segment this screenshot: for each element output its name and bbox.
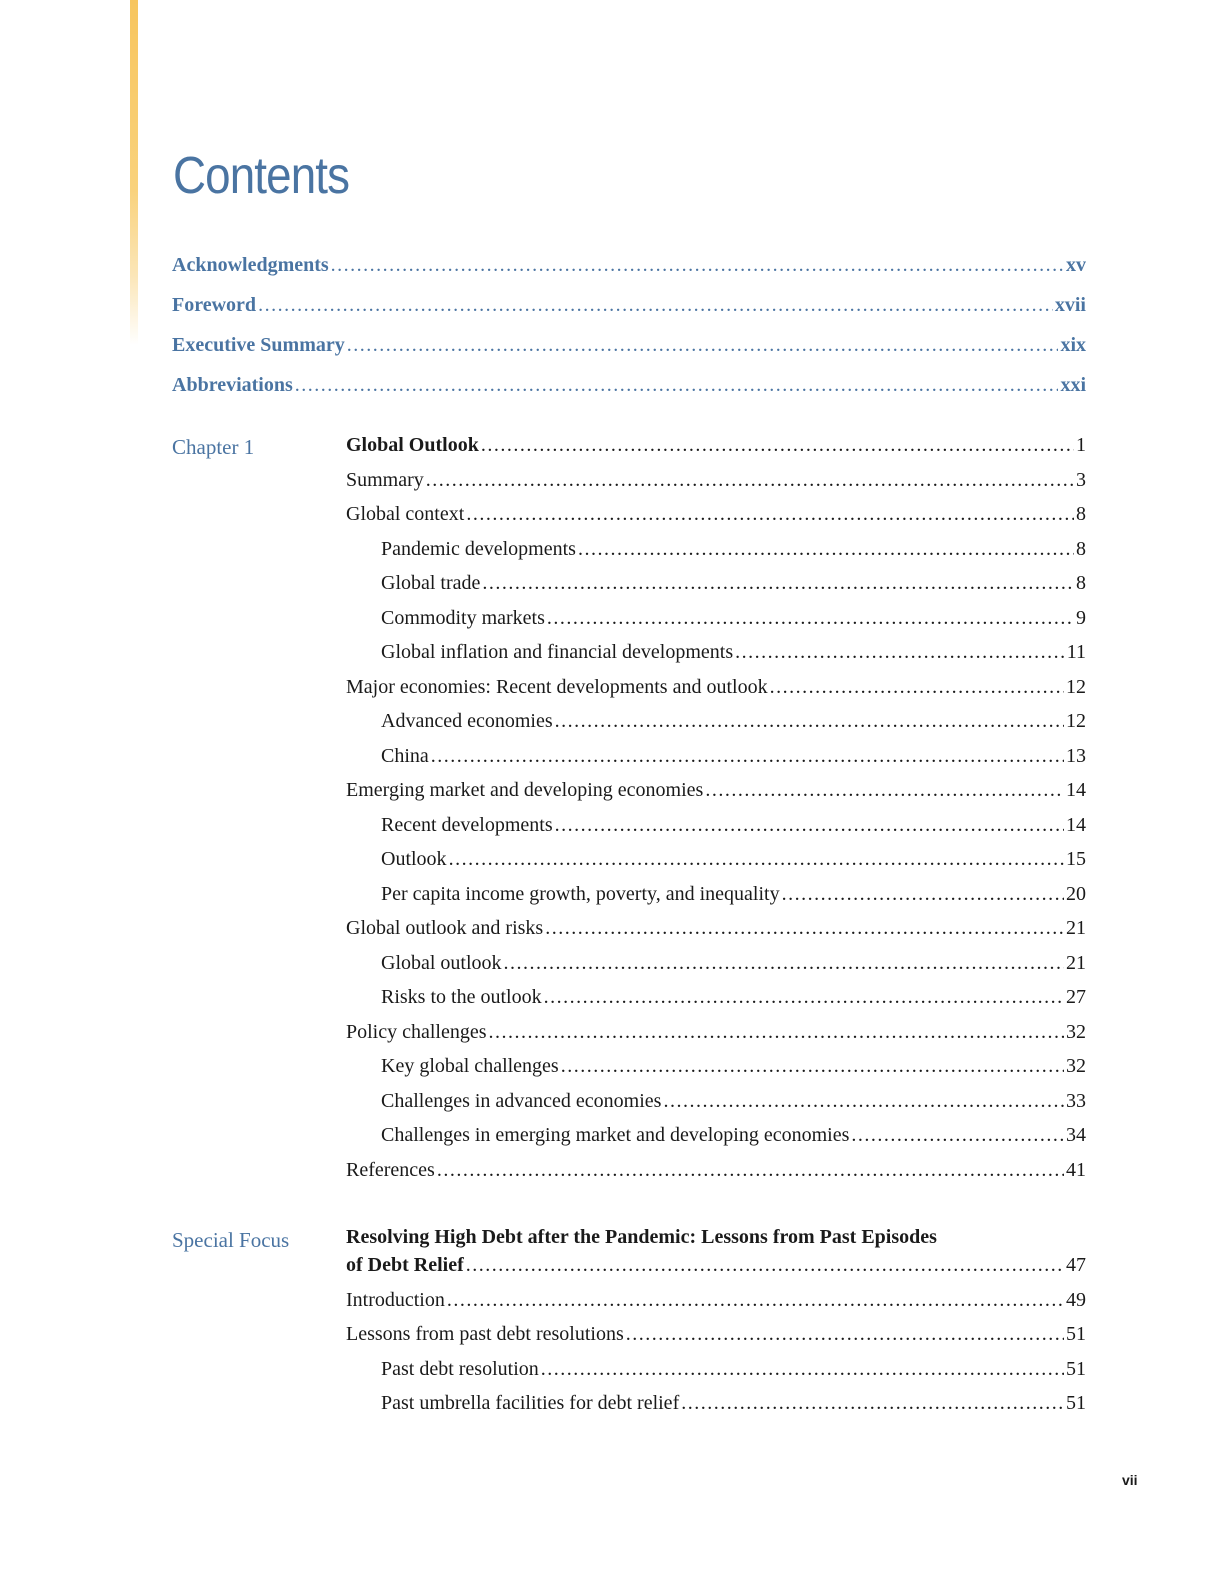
toc-entry-major-economies[interactable] (346, 676, 1086, 706)
toc-entry-label: Lessons from past debt resolutions (346, 1323, 624, 1345)
leader-dots (482, 572, 1074, 595)
toc-entry-page: 21 (1066, 917, 1086, 939)
special-focus-title[interactable]: Resolving High Debt after the Pandemic: Lessons from Past Episodes (346, 1226, 937, 1248)
toc-entry-label: Global outlook and risks (346, 917, 544, 939)
toc-entry-label: Key global challenges (381, 1055, 559, 1077)
toc-entry-page: 14 (1066, 779, 1086, 801)
toc-entry-label: Policy challenges (346, 1021, 487, 1043)
toc-entry-page: 51 (1066, 1358, 1086, 1380)
leader-dots (449, 848, 1064, 871)
toc-entry-commodity-markets[interactable] (381, 607, 1086, 637)
toc-entry-global-outlook-sub[interactable] (381, 952, 1086, 982)
toc-entry-per-capita-income[interactable] (381, 883, 1086, 913)
toc-entry-label: of Debt Relief (346, 1254, 464, 1276)
toc-entry-recent-developments[interactable] (381, 814, 1086, 844)
toc-entry-china[interactable] (381, 745, 1086, 775)
accent-bar (130, 0, 138, 345)
toc-entry-label: Executive Summary (172, 334, 345, 356)
toc-entry-page: 1 (1076, 434, 1086, 456)
toc-entry-page: 33 (1066, 1090, 1086, 1112)
leader-dots (426, 469, 1074, 492)
toc-entry-global-inflation[interactable] (381, 641, 1086, 671)
toc-entry-challenges-emde[interactable] (381, 1124, 1086, 1154)
leader-dots (547, 607, 1074, 630)
toc-entry-key-global-challenges[interactable] (381, 1055, 1086, 1085)
toc-entry-page: 8 (1076, 538, 1086, 560)
page-title: Contents (173, 147, 350, 205)
toc-entry-pandemic-developments[interactable] (381, 538, 1086, 568)
toc-entry-label: Pandemic developments (381, 538, 576, 560)
toc-entry-label: Summary (346, 469, 424, 491)
leader-dots (447, 1289, 1064, 1312)
toc-entry-page: 3 (1076, 469, 1086, 491)
toc-entry-label: Global context (346, 503, 465, 525)
toc-entry-challenges-advanced[interactable] (381, 1090, 1086, 1120)
toc-entry-page: 11 (1066, 641, 1086, 663)
toc-entry-page: 32 (1066, 1021, 1086, 1043)
toc-entry-page: 27 (1066, 986, 1086, 1008)
toc-entry-outlook[interactable] (381, 848, 1086, 878)
leader-dots (437, 1159, 1064, 1182)
toc-entry-label: Foreword (172, 294, 257, 316)
toc-entry-label: Past umbrella facilities for debt relief (381, 1392, 680, 1414)
toc-entry-label: Past debt resolution (381, 1358, 539, 1380)
leader-dots (347, 334, 1059, 357)
toc-entry-page: xxi (1060, 374, 1086, 396)
leader-dots (504, 952, 1064, 975)
toc-entry-page: 8 (1076, 503, 1086, 525)
leader-dots (561, 1055, 1064, 1078)
toc-entry-page: 9 (1076, 607, 1086, 629)
toc-entry-label: Emerging market and developing economies (346, 779, 704, 801)
toc-entry-label: Commodity markets (381, 607, 545, 629)
toc-entry-page: 14 (1066, 814, 1086, 836)
leader-dots (258, 294, 1053, 317)
toc-entry-foreword[interactable] (172, 294, 1086, 324)
leader-dots (555, 814, 1064, 837)
toc-entry-label: Global inflation and financial developments (381, 641, 734, 663)
leader-dots (466, 1254, 1064, 1277)
toc-entry-page: 32 (1066, 1055, 1086, 1077)
toc-entry-page: 21 (1066, 952, 1086, 974)
toc-entry-acknowledgments[interactable] (172, 254, 1086, 284)
toc-entry-summary[interactable] (346, 469, 1086, 499)
leader-dots (578, 538, 1074, 561)
toc-entry-page: 15 (1066, 848, 1086, 870)
leader-dots (782, 883, 1064, 906)
toc-entry-label: Challenges in advanced economies (381, 1090, 662, 1112)
toc-entry-page: 20 (1066, 883, 1086, 905)
toc-entry-page: 12 (1066, 676, 1086, 698)
leader-dots (544, 986, 1064, 1009)
toc-entry-label: China (381, 745, 429, 767)
leader-dots (331, 254, 1064, 277)
toc-entry-page: 51 (1066, 1392, 1086, 1414)
toc-entry-references[interactable] (346, 1159, 1086, 1189)
toc-entry-label: References (346, 1159, 435, 1181)
toc-entry-page: 49 (1066, 1289, 1086, 1311)
leader-dots (663, 1090, 1064, 1113)
toc-entry-label: Abbreviations (172, 374, 293, 396)
toc-entry-global-context[interactable] (346, 503, 1086, 533)
leader-dots (431, 745, 1064, 768)
leader-dots (555, 710, 1064, 733)
chapter-1-label: Chapter 1 (172, 435, 255, 459)
toc-entry-page: 8 (1076, 572, 1086, 594)
toc-entry-page: xv (1066, 254, 1086, 276)
leader-dots (545, 917, 1064, 940)
toc-entry-global-outlook[interactable] (346, 434, 1086, 464)
toc-entry-advanced-economies[interactable] (381, 710, 1086, 740)
toc-entry-label: Recent developments (381, 814, 553, 836)
toc-entry-page: xvii (1054, 294, 1086, 316)
toc-entry-emde[interactable] (346, 779, 1086, 809)
toc-entry-label: Global outlook (381, 952, 502, 974)
toc-entry-label: Major economies: Recent developments and outlook (346, 676, 768, 698)
toc-entry-risks-outlook[interactable] (381, 986, 1086, 1016)
toc-entry-label: Advanced economies (381, 710, 553, 732)
leader-dots (541, 1358, 1064, 1381)
toc-entry-label: Acknowledgments (172, 254, 329, 276)
toc-entry-global-trade[interactable] (381, 572, 1086, 602)
toc-entry-label: Risks to the outlook (381, 986, 542, 1008)
toc-entry-page: 41 (1066, 1159, 1086, 1181)
toc-entry-debt-relief[interactable] (346, 1254, 1086, 1284)
toc-entry-page: 34 (1066, 1124, 1086, 1146)
page-number: vii (1122, 1472, 1138, 1488)
leader-dots (770, 676, 1064, 699)
toc-entry-page: 12 (1066, 710, 1086, 732)
toc-entry-label: Global Outlook (346, 434, 479, 456)
leader-dots (681, 1392, 1064, 1415)
leader-dots (481, 434, 1074, 457)
toc-entry-executive-summary[interactable] (172, 334, 1086, 364)
leader-dots (851, 1124, 1064, 1147)
toc-entry-policy-challenges[interactable] (346, 1021, 1086, 1051)
toc-entry-page: 47 (1066, 1254, 1086, 1276)
toc-entry-lessons-past-debt[interactable] (346, 1323, 1086, 1353)
toc-entry-label: Introduction (346, 1289, 445, 1311)
toc-entry-label: Challenges in emerging market and developing economies (381, 1124, 850, 1146)
toc-entry-page: 13 (1066, 745, 1086, 767)
toc-entry-page: 51 (1066, 1323, 1086, 1345)
leader-dots (626, 1323, 1064, 1346)
toc-entry-global-outlook-risks[interactable] (346, 917, 1086, 947)
leader-dots (735, 641, 1065, 664)
leader-dots (466, 503, 1074, 526)
toc-entry-label: Outlook (381, 848, 447, 870)
leader-dots (489, 1021, 1064, 1044)
toc-entry-introduction[interactable] (346, 1289, 1086, 1319)
special-focus-label: Special Focus (172, 1228, 290, 1252)
toc-entry-past-debt-resolution[interactable] (381, 1358, 1086, 1388)
toc-entry-label: Global trade (381, 572, 481, 594)
toc-entry-umbrella-facilities[interactable] (381, 1392, 1086, 1422)
leader-dots (295, 374, 1059, 397)
toc-entry-abbreviations[interactable] (172, 374, 1086, 404)
leader-dots (705, 779, 1064, 802)
toc-entry-page: xix (1060, 334, 1086, 356)
toc-entry-label: Per capita income growth, poverty, and inequality (381, 883, 780, 905)
